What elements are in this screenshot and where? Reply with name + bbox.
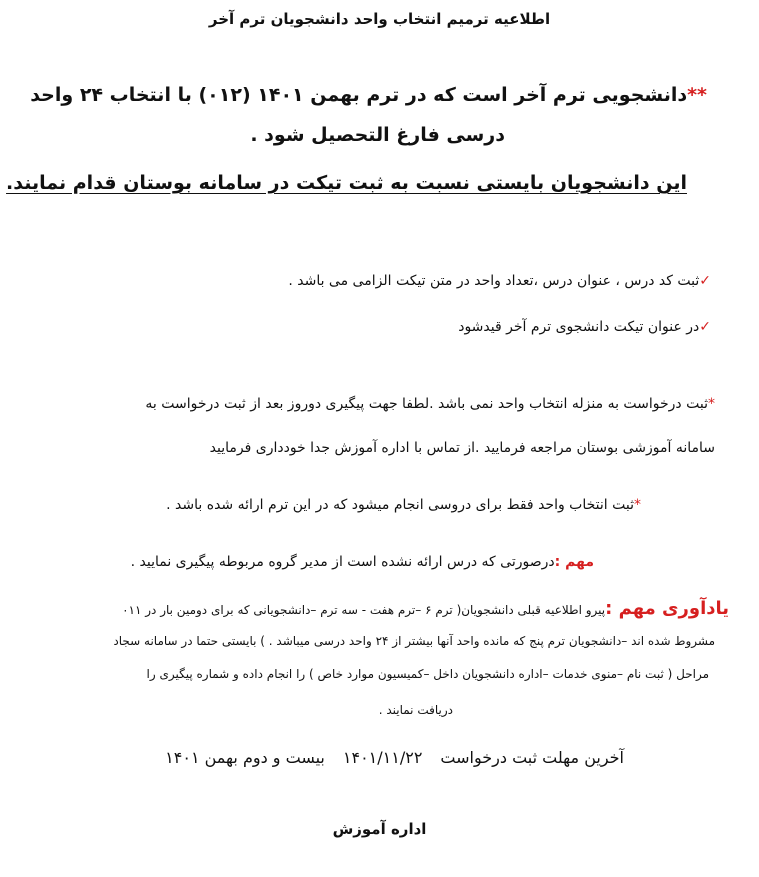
headline-line-1: [30, 84, 707, 106]
deadline-words: بیست و دوم بهمن ۱۴۰۱: [165, 748, 325, 767]
checkmark-icon: ✓: [699, 319, 711, 335]
reminder-line-1: [122, 598, 729, 619]
deadline-text: آخرین مهلت ثبت درخواست: [440, 748, 624, 767]
headline-line-2: درسی فارغ التحصیل شود .: [250, 124, 505, 146]
deadline-line: [165, 748, 624, 767]
check-item-2-text: در عنوان تیکت دانشجوی ترم آخر قیدشود: [458, 319, 700, 335]
important-label: مهم :: [554, 554, 594, 570]
reminder-line-2: مشروط شده اند –دانشجویان ترم پنج که مانده واحد آنها بیشتر از ۲۴ واحد درسی میباشد . ) بایستی حتما در سامانه سجاد: [113, 634, 715, 648]
reminder-line-3: مراحل ( ثبت نام –منوی خدمات –اداره دانشجویان داخل –کمیسیون موارد خاص ) را انجام داده و شماره پیگیری را: [146, 667, 709, 681]
check-item-1-text: ثبت کد درس ، عنوان درس ،تعداد واحد در متن تیکت الزامی می باشد .: [288, 273, 700, 289]
checkmark-icon: ✓: [699, 273, 711, 289]
reminder-line-4: دریافت نمایند .: [378, 703, 453, 717]
signature: اداره آموزش: [332, 820, 427, 838]
deadline-date: ۱۴۰۱/۱۱/۲۲: [342, 748, 423, 767]
reminder-label: یادآوری مهم :: [605, 598, 729, 619]
star-icon: *: [634, 497, 641, 513]
course-note: [166, 497, 641, 513]
notice-title: اطلاعیه ترمیم انتخاب واحد دانشجویان ترم آخر: [208, 10, 551, 28]
important-note: [131, 554, 594, 570]
headline-line-3: این دانشجویان بایستی نسبت به ثبت تیکت در سامانه بوستان قدام نمایند.: [6, 172, 687, 194]
check-item-2: [458, 319, 711, 335]
important-text: درصورتی که درس ارائه نشده است از مدیر گروه مربوطه پیگیری نمایید .: [130, 554, 555, 570]
request-line-1: [145, 396, 715, 412]
check-item-1: [288, 273, 711, 289]
request-line-2: سامانه آموزشی بوستان مراجعه فرمایید .از تماس با اداره آموزش جدا خودداری فرمایید: [209, 440, 715, 456]
star-icon: *: [708, 396, 715, 412]
reminder-line-1-text: پیرو اطلاعیه قبلی دانشجویان( ترم ۶ –ترم هفت - سه ترم –دانشجویانی که برای دومین بار در ۰۱۱: [122, 603, 606, 617]
double-star-icon: **: [687, 84, 707, 106]
headline-line-1-text: دانشجویی ترم آخر است که در ترم بهمن ۱۴۰۱ (۰۱۲) با انتخاب ۲۴ واحد: [30, 84, 688, 106]
course-note-text: ثبت انتخاب واحد فقط برای دروسی انجام میشود که در این ترم ارائه شده باشد .: [166, 497, 634, 513]
request-line-1-text: ثبت درخواست به منزله انتخاب واحد نمی باشد .لطفا جهت پیگیری دوروز بعد از ثبت درخواست به: [145, 396, 708, 412]
